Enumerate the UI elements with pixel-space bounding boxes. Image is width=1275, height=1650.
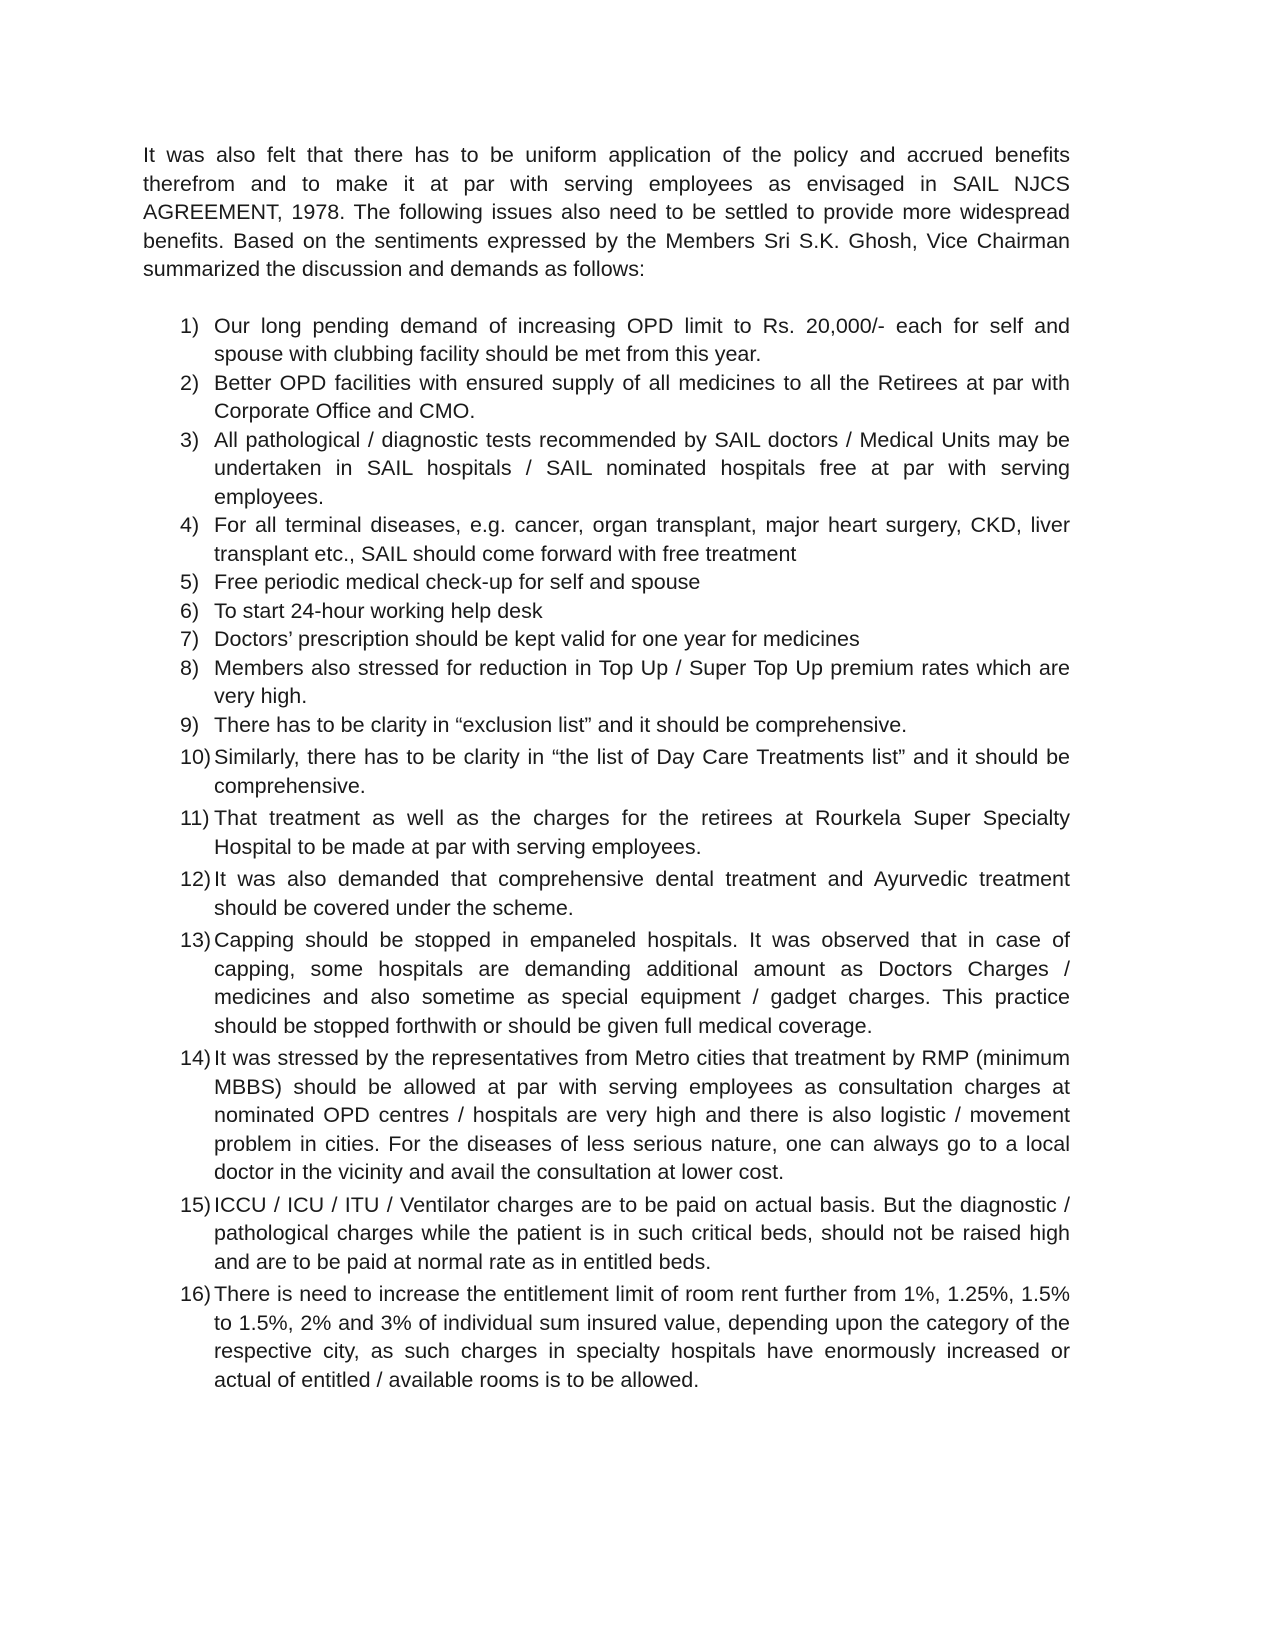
list-item-text: Members also stressed for reduction in Top Up / Super Top Up premium rates which are very high. [214,655,1070,708]
list-item-text: For all terminal diseases, e.g. cancer, organ transplant, major heart surgery, CKD, liver transplant etc., SAIL should come forward with free treatment [214,513,1070,566]
list-item-number: 3) [180,427,200,452]
list-item-text: There is need to increase the entitlement limit of room rent further from 1%, 1.25%, 1.5% to 1.5%, 2% and 3% of individual sum insured value, depending upon the category of the respective city, as such charges in specialty hospitals have enormously increased or actual of entitled / available rooms is to be allowed. [214,1282,1070,1392]
list-item-text: That treatment as well as the charges for the retirees at Rourkela Super Specialty Hospital to be made at par with serving employees. [214,806,1070,859]
list-item [143,1044,1070,1187]
list-item-number: 6) [180,598,200,623]
list-item [143,511,1070,568]
list-item [143,743,1070,800]
list-item-number: 4) [180,513,200,537]
list-item-number: 16) [180,1282,212,1306]
list-item-text: There has to be clarity in “exclusion list” and it should be comprehensive. [214,712,908,737]
list-item [143,654,1070,711]
list-item-text: Doctors’ prescription should be kept valid for one year for medicines [214,627,860,651]
list-item [143,926,1070,1040]
list-item-text: Capping should be stopped in empaneled hospitals. It was observed that in case of capping, some hospitals are demanding additional amount as Doctors Charges / medicines and also sometime as special equipment / gadget charges. This practice should be stopped forthwith or should be given full medical coverage. [214,928,1070,1038]
list-item [143,865,1070,922]
list-item-number: 12) [180,867,212,891]
list-item-number: 11) [180,806,210,830]
list-item-number: 14) [180,1046,212,1070]
document-page [143,141,1070,1394]
list-item-number: 8) [180,655,200,680]
list-item-text: Better OPD facilities with ensured supply of all medicines to all the Retirees at par with Corporate Office and CMO. [214,370,1070,423]
list-item-text: It was also demanded that comprehensive dental treatment and Ayurvedic treatment should be covered under the scheme. [214,867,1070,920]
list-item-number: 5) [180,570,200,594]
list-item [143,711,1070,740]
list-item [143,625,1070,654]
list-item [143,369,1070,426]
list-item [143,597,1070,626]
list-item [143,1280,1070,1394]
list-item-number: 1) [180,313,200,338]
list-item-text: All pathological / diagnostic tests recommended by SAIL doctors / Medical Units may be undertaken in SAIL hospitals / SAIL nominated hospitals free at par with serving employees. [214,427,1070,509]
list-item-number: 15) [180,1192,212,1217]
list-item [143,426,1070,512]
list-item-number: 13) [180,928,212,952]
list-item-text: Free periodic medical check-up for self and spouse [214,570,701,594]
list-item-number: 7) [180,627,200,651]
list-item-text: ICCU / ICU / ITU / Ventilator charges are to be paid on actual basis. But the diagnostic / pathological charges while the patient is in such critical beds, should not be raised high and are to be paid at normal rate as in entitled beds. [214,1192,1070,1274]
list-item [143,312,1070,369]
list-item [143,568,1070,597]
list-item-number: 9) [180,712,200,737]
list-item-number: 2) [180,370,200,395]
intro-paragraph: It was also felt that there has to be uniform application of the policy and accrued benefits therefrom and to make it at par with serving employees as envisaged in SAIL NJCS AGREEMENT, 1978. The following issues also need to be settled to provide more widespread benefits. Based on the sentiments expressed by the Members Sri S.K. Ghosh, Vice Chairman summarized the discussion and demands as follows: [143,143,1070,281]
list-item-text: Similarly, there has to be clarity in “the list of Day Care Treatments list” and it should be comprehensive. [214,745,1070,798]
list-item [143,1191,1070,1277]
list-item-text: To start 24-hour working help desk [214,598,543,623]
list-item-text: It was stressed by the representatives from Metro cities that treatment by RMP (minimum MBBS) should be allowed at par with serving employees as consultation charges at nominated OPD centres / hospitals are very high and there is also logistic / movement problem in cities. For the diseases of less serious nature, one can always go to a local doctor in the vicinity and avail the consultation at lower cost. [214,1046,1070,1184]
list-item-text: Our long pending demand of increasing OPD limit to Rs. 20,000/- each for self and spouse with clubbing facility should be met from this year. [214,313,1070,366]
list-item-number: 10) [180,745,212,769]
demands-list [143,312,1070,1395]
list-item [143,804,1070,861]
